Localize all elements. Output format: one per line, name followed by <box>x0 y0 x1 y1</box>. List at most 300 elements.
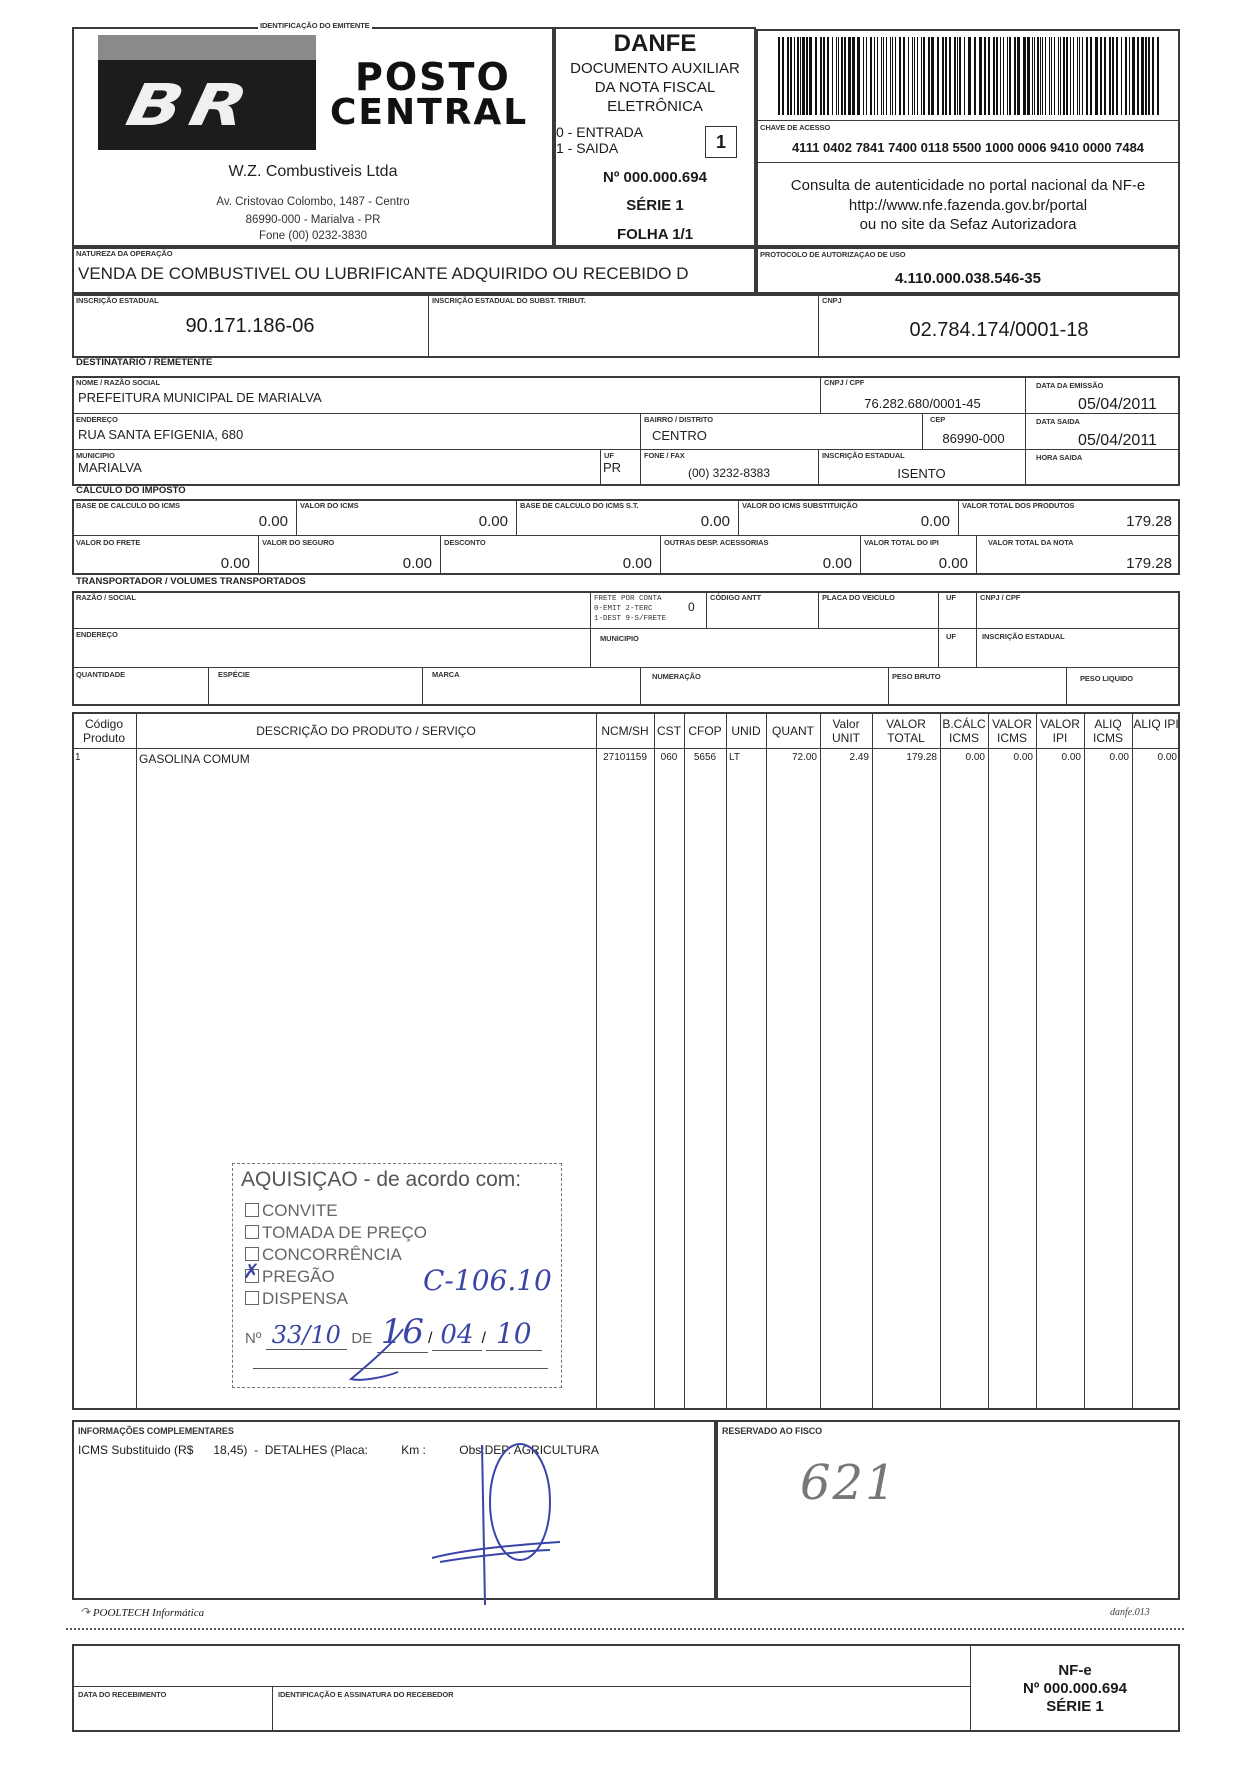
exit-date-label: DATA SAIDA <box>1036 417 1080 426</box>
city-value: MARIALVA <box>78 460 142 475</box>
barcode-bar <box>974 37 976 115</box>
protocol-value: 4.110.000.038.546-35 <box>895 270 1041 287</box>
product-unit-price: 2.49 <box>849 752 869 763</box>
emission-date-value: 05/04/2011 <box>1078 396 1157 413</box>
column-header-cst: CST <box>657 724 681 738</box>
software-logo-icon: ↷ <box>80 1605 91 1619</box>
danfe-subtitle-1: DOCUMENTO AUXILIAR <box>570 60 740 77</box>
barcode-bar <box>1058 37 1059 115</box>
stamp-option-label: PREGÃO <box>262 1267 335 1286</box>
ie-st-label: INSCRIÇÃO ESTADUAL DO SUBST. TRIBUT. <box>432 296 586 305</box>
cep-label: CEP <box>930 415 946 424</box>
receipt-nfe-series: SÉRIE 1 <box>1046 1698 1104 1715</box>
barcode-bar <box>1027 37 1030 115</box>
divider <box>1036 712 1037 1410</box>
stamp-option <box>245 1288 427 1310</box>
stamp-title: AQUISIÇAO - de acordo com: <box>241 1168 522 1191</box>
fisco-handwritten: 621 <box>800 1455 898 1511</box>
barcode-bar <box>1032 37 1033 115</box>
barcode-bar <box>778 37 780 115</box>
company-phone: Fone (00) 0232-3830 <box>258 230 368 242</box>
stamp-option <box>243 1261 427 1288</box>
br-logo-band <box>98 35 316 60</box>
column-header-cfop: CFOP <box>688 724 722 738</box>
stamp-handwritten-ref: C-106.10 <box>423 1264 552 1297</box>
barcode-bar <box>1073 37 1074 115</box>
tax-label: VALOR DO FRETE <box>76 538 141 547</box>
stamp-option-label: CONVITE <box>262 1201 338 1220</box>
barcode-bar <box>844 37 846 115</box>
tear-line <box>66 1628 1184 1630</box>
barcode-bar <box>914 37 915 115</box>
product-cst: 060 <box>660 752 678 763</box>
barcode-bar <box>866 37 867 115</box>
barcode-bar <box>1034 37 1035 115</box>
barcode-bar <box>852 37 855 115</box>
barcode-bar <box>945 37 947 115</box>
divider <box>940 712 941 1410</box>
city-label: MUNICIPIO <box>76 451 115 460</box>
complementary-label: INFORMAÇÕES COMPLEMENTARES <box>78 1426 234 1436</box>
recipient-cnpj-value: 76.282.680/0001-45 <box>864 396 981 411</box>
recipient-cnpj-label: CNPJ / CPF <box>824 378 865 387</box>
barcode-bar <box>959 37 961 115</box>
barcode-bar <box>838 37 839 115</box>
tax-value: 0.00 <box>258 513 288 530</box>
freight-label <box>594 594 666 624</box>
stamp-date-prefix: DE <box>351 1330 373 1347</box>
br-logo-text: BR <box>120 71 262 139</box>
freight-value: 0 <box>688 600 695 614</box>
uf-value: PR <box>603 460 622 475</box>
barcode-bar <box>1109 37 1111 115</box>
danfe-subtitle-3: ELETRÔNICA <box>607 98 703 115</box>
barcode-bar <box>1145 37 1147 115</box>
barcode-bar <box>1116 37 1118 115</box>
tax-label: VALOR TOTAL DO IPI <box>864 538 939 547</box>
exit-time-label: HORA SAIDA <box>1036 453 1083 462</box>
tax-section-title: CÁLCULO DO IMPOSTO <box>76 485 186 496</box>
barcode-bar <box>1051 37 1052 115</box>
barcode-bar <box>1104 37 1106 115</box>
barcode-bar <box>1003 37 1004 115</box>
antt-label: CÓDIGO ANTT <box>710 593 762 602</box>
receipt-signature-label: IDENTIFICAÇÃO E ASSINATURA DO RECEBEDOR <box>278 1690 454 1699</box>
barcode-bar <box>790 37 792 115</box>
consult-line3: ou no site da Sefaz Autorizadora <box>859 216 1077 233</box>
barcode-bar <box>848 37 851 115</box>
column-header-icms-value: VALOR ICMS <box>992 717 1032 745</box>
column-header-ipi-value: VALOR IPI <box>1040 717 1080 745</box>
net-weight-label: PESO LIQUIDO <box>1080 674 1133 683</box>
barcode-bar <box>1060 37 1061 115</box>
exit-option: 1 - SAIDA <box>556 140 619 156</box>
barcode-bar <box>1079 37 1080 115</box>
stamp-signature-icon <box>343 1324 423 1384</box>
column-header-total: VALOR TOTAL <box>886 717 926 745</box>
barcode-bar <box>874 37 875 115</box>
barcode-bar <box>1063 37 1065 115</box>
stamp-number-prefix: Nº <box>245 1330 262 1347</box>
barcode-bar <box>996 37 998 115</box>
tax-label: BASE DE CALCULO DO ICMS S.T. <box>520 501 639 510</box>
divider <box>684 712 685 1410</box>
barcode-bar <box>954 37 956 115</box>
tax-value: 0.00 <box>920 513 950 530</box>
column-header-icms-base: B.CÁLC ICMS <box>942 717 986 745</box>
barcode-bar <box>1095 37 1098 115</box>
tax-label: VALOR TOTAL DOS PRODUTOS <box>962 501 1075 510</box>
consult-line1: Consulta de autenticidade no portal nacional da NF-e <box>790 177 1146 194</box>
tax-value: 0.00 <box>822 555 852 572</box>
product-description: GASOLINA COMUM <box>139 752 250 766</box>
freight-label-2: 0-EMIT 2-TERC <box>594 605 653 613</box>
barcode-bar <box>1121 37 1122 115</box>
barcode-bar <box>1045 37 1046 115</box>
tax-value: 0.00 <box>700 513 730 530</box>
emission-date-label: DATA DA EMISSÃO <box>1036 381 1104 390</box>
gross-weight-label: PESO BRUTO <box>892 672 941 681</box>
barcode-bar <box>1141 37 1144 115</box>
phone-label: FONE / FAX <box>644 451 685 460</box>
phone-value: (00) 3232-8383 <box>687 466 771 480</box>
recipient-name-value: PREFEITURA MUNICIPAL DE MARIALVA <box>78 390 322 405</box>
brand-line2: CENTRAL <box>330 92 529 133</box>
barcode-bar <box>1112 37 1114 115</box>
divider <box>1066 667 1067 706</box>
district-label: BAIRRO / DISTRITO <box>644 415 713 424</box>
software-credit <box>80 1605 204 1620</box>
barcode-bar <box>1009 37 1011 115</box>
barcode-bar <box>917 37 918 115</box>
barcode-bar <box>979 37 982 115</box>
protocol-label: PROTOCOLO DE AUTORIZAÇAO DE USO <box>760 250 906 259</box>
barcode-bar <box>993 37 995 115</box>
column-header-icms-rate: ALIQ ICMS <box>1093 717 1123 745</box>
stamp-option-label: DISPENSA <box>262 1289 348 1308</box>
danfe-number: Nº 000.000.694 <box>603 169 707 186</box>
numbering-label: NUMERAÇÃO <box>652 672 701 681</box>
uf-label: UF <box>604 451 614 460</box>
product-total: 179.28 <box>906 752 937 763</box>
product-icms-base: 0.00 <box>965 752 985 763</box>
species-label: ESPÉCIE <box>218 670 250 679</box>
barcode-bar <box>1148 37 1150 115</box>
barcode-bar <box>881 37 882 115</box>
stamp-option-label: CONCORRÊNCIA <box>262 1245 402 1264</box>
barcode-bar <box>899 37 901 115</box>
divider <box>818 591 819 628</box>
barcode-bar <box>815 37 817 115</box>
tax-value: 179.28 <box>1126 513 1172 530</box>
barcode-bar <box>1037 37 1039 115</box>
barcode-bar <box>908 37 909 115</box>
product-ipi-rate: 0.00 <box>1157 752 1177 763</box>
product-unit: LT <box>729 752 740 763</box>
barcode-bar <box>877 37 878 115</box>
tax-label: BASE DE CALCULO DO ICMS <box>76 501 180 510</box>
product-cfop: 5656 <box>693 752 717 763</box>
barcode-bar <box>841 37 843 115</box>
carrier-city-label: MUNICIPIO <box>600 634 639 643</box>
barcode-bar <box>895 37 896 115</box>
barcode-bar <box>1017 37 1020 115</box>
consult-url[interactable]: http://www.nfe.fazenda.gov.br/portal <box>848 197 1088 214</box>
checkbox-checked-icon: ✗ <box>243 1261 260 1283</box>
carrier-address-label: ENDEREÇO <box>76 630 118 639</box>
barcode-bar <box>890 37 891 115</box>
company-address-line1: Av. Cristovao Colombo, 1487 - Centro <box>216 196 410 208</box>
divider <box>988 712 989 1410</box>
barcode-bar <box>820 37 822 115</box>
danfe-title: DANFE <box>613 30 697 57</box>
stamp-option <box>245 1200 427 1222</box>
checkbox-icon <box>245 1203 259 1217</box>
divider <box>600 449 601 486</box>
barcode-bar <box>1070 37 1071 115</box>
tax-value: 0.00 <box>402 555 432 572</box>
company-name: W.Z. Combustiveis Ltda <box>228 163 398 180</box>
cep-value: 86990-000 <box>942 431 1005 446</box>
carrier-cnpj-label: CNPJ / CPF <box>980 593 1021 602</box>
fisco-box <box>716 1420 1180 1600</box>
barcode <box>778 37 1160 117</box>
divider <box>72 628 1180 629</box>
divider <box>428 294 429 358</box>
divider <box>640 667 641 706</box>
divider <box>888 667 889 706</box>
column-header-ncm: NCM/SH <box>601 724 649 738</box>
checkbox-icon <box>245 1225 259 1239</box>
nature-label: NATUREZA DA OPERAÇÃO <box>76 249 173 258</box>
barcode-bar <box>1129 37 1130 115</box>
ie-label: INSCRIÇÃO ESTADUAL <box>76 296 159 305</box>
recipient-address-value: RUA SANTA EFIGENIA, 680 <box>78 427 244 442</box>
carrier-uf-label: UF <box>946 593 956 602</box>
carrier-ie-label: INSCRIÇÃO ESTADUAL <box>982 632 1065 641</box>
nature-value: VENDA DE COMBUSTIVEL OU LUBRIFICANTE ADQUIRIDO OU RECEBIDO D <box>78 264 689 283</box>
barcode-bar <box>1137 37 1139 115</box>
receipt-nfe-title: NF-e <box>1058 1662 1092 1679</box>
barcode-bar <box>923 37 925 115</box>
barcode-bar <box>886 37 887 115</box>
divider <box>590 591 591 667</box>
barcode-bar <box>968 37 971 115</box>
receipt-date-label: DATA DO RECEBIMENTO <box>78 1690 167 1699</box>
divider <box>272 1686 273 1732</box>
barcode-bar <box>809 37 812 115</box>
recipient-section-title: DESTINATARIO / REMETENTE <box>76 357 213 368</box>
divider <box>756 120 1180 121</box>
barcode-bar <box>1157 37 1159 115</box>
divider <box>72 535 1180 536</box>
entry-option: 0 - ENTRADA <box>556 124 644 140</box>
barcode-bar <box>1000 37 1001 115</box>
divider <box>136 712 137 1410</box>
product-qty: 72.00 <box>791 752 817 763</box>
barcode-bar <box>1007 37 1008 115</box>
barcode-bar <box>797 37 799 115</box>
divider <box>872 712 873 1410</box>
divider <box>726 712 727 1410</box>
freight-label-3: 1-DEST 9-S/FRETE <box>594 615 667 623</box>
barcode-bar <box>957 37 958 115</box>
barcode-bar <box>1125 37 1127 115</box>
product-icms-value: 0.00 <box>1013 752 1033 763</box>
cnpj-label: CNPJ <box>822 296 842 305</box>
freight-label-1: FRETE POR CONTA <box>594 595 662 603</box>
divider <box>1025 376 1026 486</box>
form-code: danfe.013 <box>1110 1607 1150 1618</box>
product-ipi-value: 0.00 <box>1061 752 1081 763</box>
tax-label: VALOR DO ICMS <box>300 501 359 510</box>
barcode-bar <box>1090 37 1092 115</box>
carrier-name-label: RAZÃO / SOCIAL <box>76 593 136 602</box>
barcode-bar <box>988 37 990 115</box>
barcode-bar <box>787 37 789 115</box>
column-header-code: Código Produto <box>82 717 126 745</box>
danfe-subtitle-2: DA NOTA FISCAL <box>594 79 716 96</box>
divider <box>640 413 641 449</box>
barcode-bar <box>806 37 808 115</box>
product-icms-rate: 0.00 <box>1109 752 1129 763</box>
barcode-bar <box>823 37 825 115</box>
operation-type-box: 1 <box>705 126 737 158</box>
fisco-label: RESERVADO AO FISCO <box>722 1426 823 1436</box>
divider <box>766 712 767 1410</box>
tax-label: VALOR DO ICMS SUBSTITUIÇÃO <box>742 501 858 510</box>
barcode-bar <box>942 37 944 115</box>
barcode-bar <box>1100 37 1102 115</box>
stamp-date-month: 04 <box>432 1320 481 1351</box>
tax-value: 179.28 <box>1126 555 1172 572</box>
complementary-text: ICMS Substituido (R$ 18,45) - DETALHES (Placa: Km : Obs:DEP. AGRICULTURA <box>78 1443 599 1457</box>
qty-label: QUANTIDADE <box>76 670 125 679</box>
barcode-bar <box>1054 37 1055 115</box>
ie-value: 90.171.186-06 <box>185 315 315 337</box>
barcode-bar <box>863 37 864 115</box>
divider <box>938 591 939 667</box>
tax-value: 0.00 <box>478 513 508 530</box>
barcode-bar <box>836 37 837 115</box>
barcode-bar <box>903 37 905 115</box>
tax-label: OUTRAS DESP. ACESSORIAS <box>664 538 769 547</box>
access-key-label: CHAVE DE ACESSO <box>760 123 831 132</box>
divider <box>596 712 597 1410</box>
product-code: 1 <box>75 752 81 763</box>
exit-date-value: 05/04/2011 <box>1078 432 1157 449</box>
divider <box>976 591 977 667</box>
access-key-value: 4111 0402 7841 7400 0118 5500 1000 0006 9410 0000 7484 <box>791 140 1145 155</box>
barcode-bar <box>964 37 965 115</box>
tax-value: 0.00 <box>938 555 968 572</box>
recipient-ie-label: INSCRIÇÃO ESTADUAL <box>822 451 905 460</box>
barcode-bar <box>1042 37 1043 115</box>
transport-section-title: TRANSPORTADOR / VOLUMES TRANSPORTADOS <box>76 576 306 587</box>
barcode-bar <box>1082 37 1083 115</box>
divider <box>72 1686 970 1687</box>
barcode-bar <box>782 37 784 115</box>
barcode-bar <box>1023 37 1026 115</box>
barcode-bar <box>857 37 860 115</box>
barcode-bar <box>1086 37 1088 115</box>
divider <box>72 413 1180 414</box>
barcode-bar <box>1066 37 1068 115</box>
barcode-bar <box>870 37 872 115</box>
barcode-bar <box>912 37 913 115</box>
tax-value: 0.00 <box>622 555 652 572</box>
barcode-bar <box>1152 37 1154 115</box>
emitter-section-label: IDENTIFICAÇÃO DO EMITENTE <box>260 21 370 30</box>
divider <box>706 591 707 628</box>
company-address-line2: 86990-000 - Marialva - PR <box>245 214 381 226</box>
checkbox-icon <box>245 1247 259 1261</box>
divider <box>72 449 1180 450</box>
divider <box>1084 712 1085 1410</box>
product-ncm: 27101159 <box>603 752 647 763</box>
checkbox-icon <box>245 1291 259 1305</box>
acquisition-stamp <box>232 1163 562 1388</box>
divider <box>1132 712 1133 1410</box>
stamp-option <box>245 1244 427 1266</box>
divider <box>72 667 1180 668</box>
br-logo <box>98 35 316 150</box>
divider <box>654 712 655 1410</box>
stamp-option-label: TOMADA DE PREÇO <box>262 1223 427 1242</box>
tax-label: VALOR TOTAL DA NOTA <box>988 538 1074 547</box>
column-header-unit: UNID <box>731 724 761 738</box>
divider <box>208 667 209 706</box>
barcode-bar <box>921 37 922 115</box>
district-value: CENTRO <box>652 428 707 443</box>
recipient-ie-value: ISENTO <box>897 466 946 481</box>
barcode-bar <box>892 37 893 115</box>
barcode-bar <box>883 37 884 115</box>
barcode-bar <box>1132 37 1135 115</box>
divider <box>422 667 423 706</box>
divider <box>820 712 821 1410</box>
barcode-bar <box>928 37 930 115</box>
software-name: POOLTECH Informática <box>92 1607 205 1619</box>
brand-label: MARCA <box>432 670 460 679</box>
tax-label: DESCONTO <box>444 538 486 547</box>
barcode-bar <box>1040 37 1041 115</box>
plate-label: PLACA DO VEICULO <box>822 593 895 602</box>
barcode-bar <box>800 37 801 115</box>
stamp-number-line: Nº 33/10 DE 16 / 04 / 10 <box>245 1312 542 1352</box>
signature-icon <box>430 1440 600 1610</box>
barcode-bar <box>1077 37 1078 115</box>
stamp-date-day: 16 <box>377 1312 428 1353</box>
barcode-bar <box>1014 37 1016 115</box>
tax-value: 0.00 <box>220 555 250 572</box>
brand-line1: POSTO <box>355 55 511 99</box>
recipient-address-label: ENDEREÇO <box>76 415 118 424</box>
barcode-bar <box>802 37 805 115</box>
tax-label: VALOR DO SEGURO <box>262 538 335 547</box>
barcode-bar <box>984 37 986 115</box>
danfe-series: SÉRIE 1 <box>626 197 684 214</box>
column-header-qty: QUANT <box>772 724 814 738</box>
stamp-number-value: 33/10 <box>266 1321 347 1350</box>
carrier-uf2-label: UF <box>946 632 956 641</box>
receipt-nfe-number: Nº 000.000.694 <box>1023 1680 1127 1697</box>
barcode-bar <box>827 37 829 115</box>
divider <box>756 162 1180 163</box>
recipient-name-label: NOME / RAZÃO SOCIAL <box>76 378 160 387</box>
column-header-ipi-rate: ALIQ IPI <box>1133 717 1179 731</box>
column-header-description: DESCRIÇÃO DO PRODUTO / SERVIÇO <box>256 724 476 738</box>
